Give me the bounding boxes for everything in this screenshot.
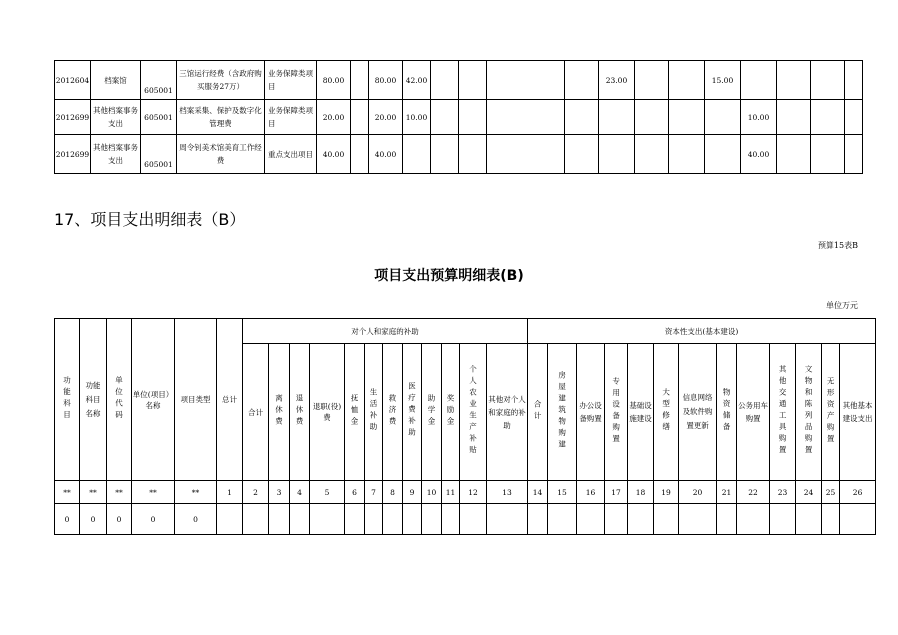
value-cell: 15.00 [705, 61, 741, 100]
column-number-cell: 3 [269, 481, 290, 504]
column-number-cell: 1 [217, 481, 243, 504]
table-row [55, 100, 863, 135]
empty-cell [717, 504, 737, 535]
value-cell: 42.00 [403, 61, 431, 100]
empty-cell [422, 504, 442, 535]
column-number-cell: ** [55, 481, 80, 504]
header-c-special: 专用设备购置 [605, 344, 628, 481]
value-cell: 10.00 [741, 100, 777, 135]
column-number-cell: 10 [422, 481, 442, 504]
header-p-total: 合计 [243, 344, 269, 481]
column-number-cell: 14 [528, 481, 548, 504]
header-personal-group: 对个人和家庭的补助 [243, 319, 528, 344]
column-number-cell: 19 [654, 481, 679, 504]
column-number-cell: 6 [345, 481, 365, 504]
value-cell: 10.00 [403, 100, 431, 135]
data-cell: 0 [55, 504, 80, 535]
header-c-infra: 基础设施建设 [628, 344, 654, 481]
empty-cell [796, 504, 822, 535]
column-number-cell: 13 [487, 481, 528, 504]
header-total: 总计 [217, 319, 243, 481]
empty-cell [605, 504, 628, 535]
project-type-cell: 业务保障类项目 [265, 61, 317, 100]
column-number-cell: ** [107, 481, 132, 504]
value-cell: 23.00 [599, 61, 635, 100]
header-c-it: 信息网络及软件购置更新 [679, 344, 717, 481]
header-capital-group: 资本性支出(基本建设) [528, 319, 876, 344]
value-cell: 80.00 [369, 61, 403, 100]
column-number-cell: 22 [737, 481, 770, 504]
project-type-cell: 重点支出项目 [265, 135, 317, 174]
column-number-cell: 15 [548, 481, 577, 504]
column-number-cell: 20 [679, 481, 717, 504]
empty-cell [383, 504, 403, 535]
project-name-cell: 三馆运行经费（含政府购买服务27万） [177, 61, 265, 100]
header-row [55, 319, 876, 344]
empty-cell [654, 504, 679, 535]
empty-cell [460, 504, 487, 535]
header-p-medical: 医疗费补助 [403, 344, 422, 481]
empty-cell [365, 504, 383, 535]
func-name-cell: 其他档案事务支出 [91, 100, 141, 135]
header-c-transport: 其他交通工具购置 [770, 344, 796, 481]
header-c-intangible: 无形资产购置 [822, 344, 840, 481]
header-p-award: 奖励金 [442, 344, 460, 481]
func-name-cell: 档案馆 [91, 61, 141, 100]
header-c-car: 公务用车购置 [737, 344, 770, 481]
empty-cell [345, 504, 365, 535]
empty-cell [442, 504, 460, 535]
table-code: 预算15表B [817, 241, 858, 250]
empty-cell [679, 504, 717, 535]
empty-cell [403, 504, 422, 535]
column-number-cell: 25 [822, 481, 840, 504]
table-row [55, 135, 863, 174]
header-p-tuixiu: 退休费 [290, 344, 310, 481]
header-p-relief: 救济费 [383, 344, 403, 481]
project-type-cell: 业务保障类项目 [265, 100, 317, 135]
header-c-total: 合计 [528, 344, 548, 481]
empty-cell [628, 504, 654, 535]
column-number-cell: 5 [310, 481, 345, 504]
project-name-cell: 周令钊美术馆美育工作经费 [177, 135, 265, 174]
data-cell: 0 [80, 504, 107, 535]
project-expense-detail-table-b [54, 318, 876, 535]
header-p-fuxu: 抚恤金 [345, 344, 365, 481]
value-cell: 40.00 [741, 135, 777, 174]
value-cell: 20.00 [369, 100, 403, 135]
column-number-cell: ** [80, 481, 107, 504]
table-row [55, 61, 863, 100]
column-number-cell: 24 [796, 481, 822, 504]
header-p-retire: 离休费 [269, 344, 290, 481]
func-code-cell: 2012604 [55, 61, 91, 100]
unit-label: 单位万元 [826, 301, 858, 310]
data-cell: 0 [175, 504, 217, 535]
column-number-cell: 2 [243, 481, 269, 504]
column-number-cell: ** [132, 481, 175, 504]
header-p-farmer: 个人农业生产补贴 [460, 344, 487, 481]
empty-cell [577, 504, 605, 535]
header-c-office: 办公设备购置 [577, 344, 605, 481]
empty-cell [548, 504, 577, 535]
table-row [55, 504, 876, 535]
empty-cell [487, 504, 528, 535]
empty-cell [528, 504, 548, 535]
table-title: 项目支出预算明细表(B) [374, 268, 524, 284]
header-c-reserve: 物资储备 [717, 344, 737, 481]
header-unit-name: 单位(项目）名称 [132, 319, 175, 481]
column-number-row [55, 481, 876, 504]
header-func-subject-name: 功能 科目 名称 [80, 319, 107, 481]
unit-code-cell: 605001 [141, 135, 177, 174]
empty-cell [310, 504, 345, 535]
header-project-type: 项目类型 [175, 319, 217, 481]
column-number-cell: 7 [365, 481, 383, 504]
header-func-subject: 功能科目 [55, 319, 80, 481]
func-code-cell: 2012699 [55, 135, 91, 174]
column-number-cell: 23 [770, 481, 796, 504]
unit-code-cell: 605001 [141, 61, 177, 100]
value-cell: 40.00 [369, 135, 403, 174]
column-number-cell: 18 [628, 481, 654, 504]
empty-cell [737, 504, 770, 535]
header-unit-code: 单位代码 [107, 319, 132, 481]
column-number-cell: 26 [840, 481, 876, 504]
project-expense-table-continued [54, 60, 863, 174]
empty-cell [269, 504, 290, 535]
column-number-cell: 12 [460, 481, 487, 504]
column-number-cell: 17 [605, 481, 628, 504]
value-cell: 20.00 [317, 100, 351, 135]
column-number-cell: 8 [383, 481, 403, 504]
column-number-cell: 21 [717, 481, 737, 504]
header-c-artifact: 文物和陈列品购置 [796, 344, 822, 481]
column-number-cell: 11 [442, 481, 460, 504]
value-cell: 80.00 [317, 61, 351, 100]
empty-cell [822, 504, 840, 535]
column-number-cell: 16 [577, 481, 605, 504]
header-p-tuizhi: 退职(役)费 [310, 344, 345, 481]
section-heading: 17、项目支出明细表（B） [54, 210, 246, 229]
project-name-cell: 档案采集、保护及数字化管理费 [177, 100, 265, 135]
empty-cell [840, 504, 876, 535]
header-p-other: 其他对个人和家庭的补助 [487, 344, 528, 481]
column-number-cell: ** [175, 481, 217, 504]
data-cell: 0 [132, 504, 175, 535]
empty-cell [290, 504, 310, 535]
header-p-living: 生活补助 [365, 344, 383, 481]
header-c-other: 其他基本建设支出 [840, 344, 876, 481]
value-cell: 40.00 [317, 135, 351, 174]
data-cell: 0 [107, 504, 132, 535]
column-number-cell: 9 [403, 481, 422, 504]
header-c-repair: 大型修缮 [654, 344, 679, 481]
empty-cell [243, 504, 269, 535]
unit-code-cell: 605001 [141, 100, 177, 135]
empty-cell [217, 504, 243, 535]
func-name-cell: 其他档案事务支出 [91, 135, 141, 174]
column-number-cell: 4 [290, 481, 310, 504]
header-p-study: 助学金 [422, 344, 442, 481]
func-code-cell: 2012699 [55, 100, 91, 135]
empty-cell [770, 504, 796, 535]
header-c-building: 房屋建筑物购建 [548, 344, 577, 481]
